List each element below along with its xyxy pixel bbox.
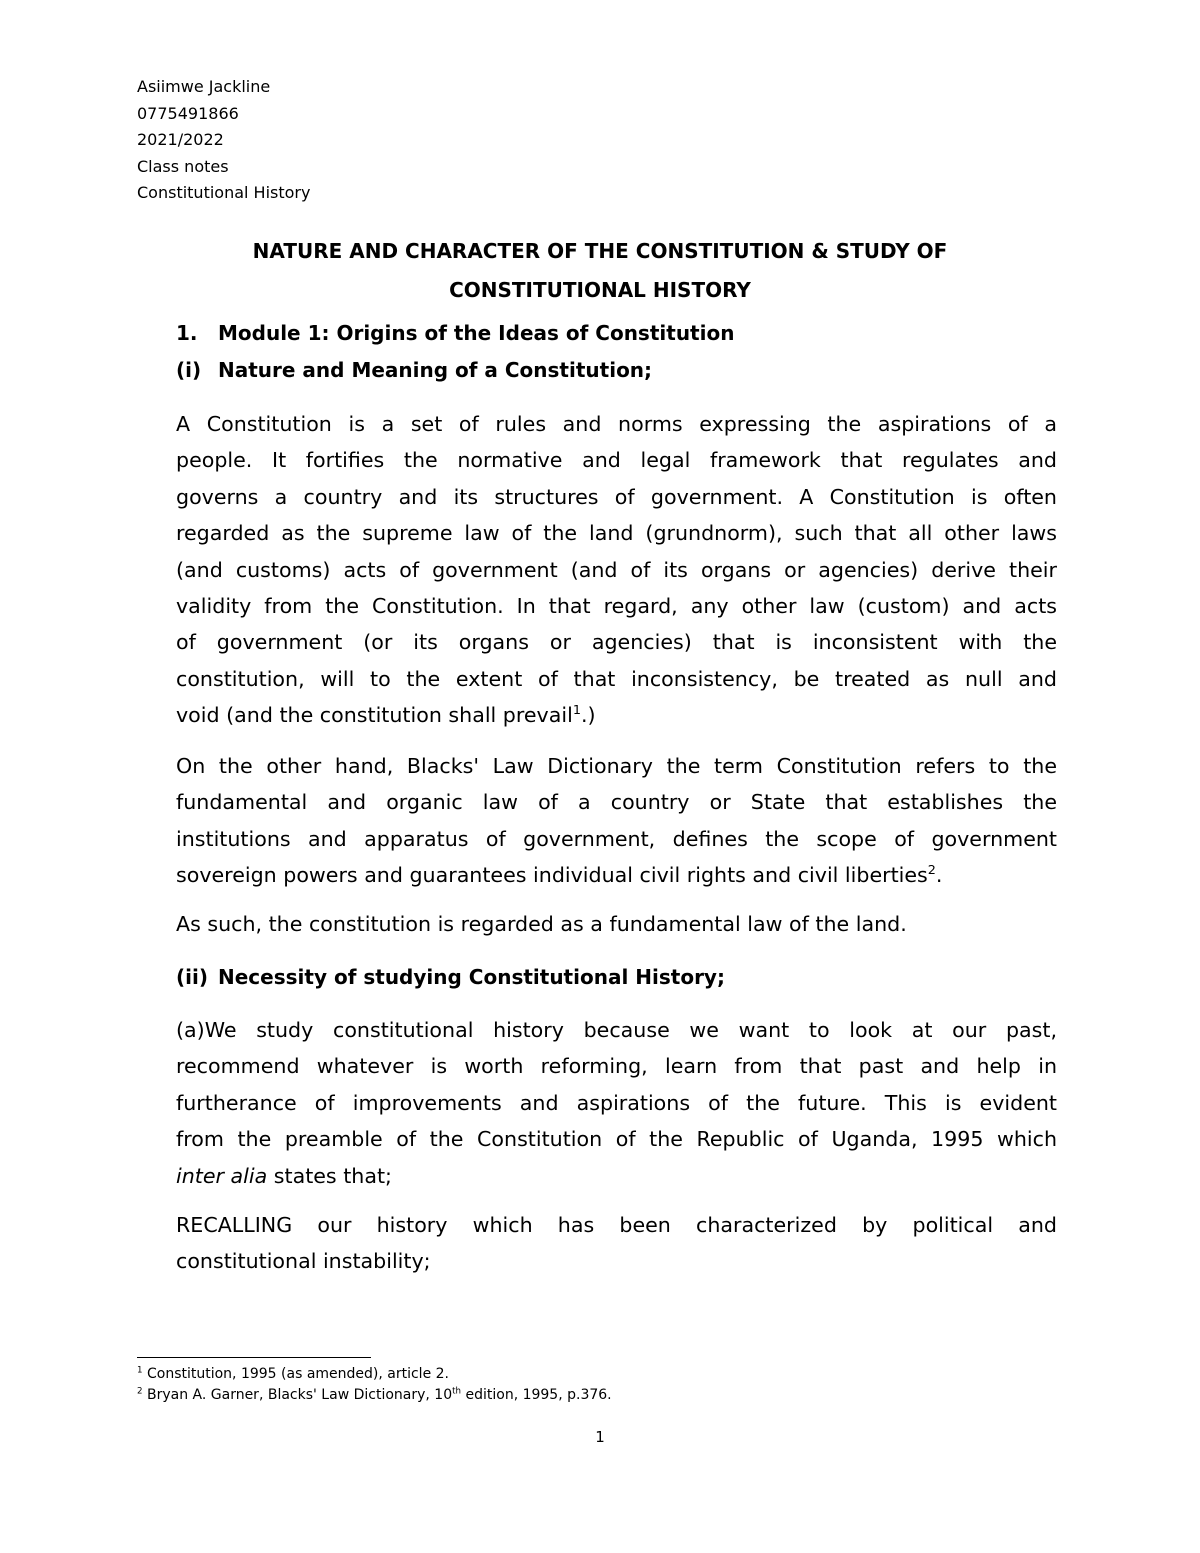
title-line-1: NATURE AND CHARACTER OF THE CONSTITUTION & STUDY OF: [252, 239, 948, 263]
paragraph-line: RECALLING our history which has been characterized by political and: [176, 1213, 1057, 1237]
footnote-text: Constitution, 1995 (as amended), article 2.: [142, 1366, 449, 1382]
paragraph-line: furtherance of improvements and aspirations of the future. This is evident: [176, 1090, 1057, 1115]
academic-year: 2021/2022: [137, 130, 224, 149]
section-2-label: Necessity of studying Constitutional History;: [218, 965, 725, 989]
paragraph-last-line: [176, 857, 1057, 893]
module-heading: [176, 321, 734, 345]
author-name: Asiimwe Jackline: [137, 77, 271, 96]
footnote-1: [137, 1365, 449, 1383]
paragraph-line: (a)We study constitutional history because we want to look at our past,: [176, 1018, 1057, 1042]
paragraph-text: .: [935, 863, 943, 888]
paragraph-last-line: [176, 1158, 1057, 1194]
paragraph-text: states that;: [267, 1163, 392, 1188]
paragraph-last-line: [176, 697, 1057, 733]
paragraph-5: [176, 1207, 1057, 1280]
page-number: 1: [595, 1428, 605, 1446]
footnote-mark-2: 2: [137, 1386, 143, 1397]
document-header: [137, 74, 310, 207]
paragraph-line: from the preamble of the Constitution of the Republic of Uganda, 1995 which: [176, 1127, 1057, 1152]
author-phone: 0775491866: [137, 103, 239, 123]
section-1-number: (i): [176, 358, 202, 382]
paragraph-line: governs a country and its structures of government. A Constitution is often: [176, 484, 1057, 509]
footnote-text: edition, 1995, p.376.: [461, 1387, 612, 1403]
paragraph-3: [176, 906, 1057, 942]
paragraph-text: void (and the constitution shall prevail: [176, 703, 573, 728]
footnote-ref-2[interactable]: 2: [927, 863, 936, 879]
footnote-2: [137, 1386, 612, 1404]
paragraph-line: validity from the Constitution. In that regard, any other law (custom) and acts: [176, 594, 1057, 619]
paragraph-4: [176, 1012, 1057, 1194]
paragraph-text: sovereign powers and guarantees individual civil rights and civil liberties: [176, 863, 928, 888]
paragraph-line: recommend whatever is worth reforming, learn from that past and help in: [176, 1054, 1057, 1079]
section-heading-2: [176, 965, 725, 989]
footnote-text: Bryan A. Garner, Blacks' Law Dictionary, 10: [142, 1387, 453, 1403]
paragraph-line: institutions and apparatus of government, defines the scope of government: [176, 826, 1057, 851]
paragraph-line: A Constitution is a set of rules and norms expressing the aspirations of a: [176, 412, 1057, 436]
paragraph-2: [176, 748, 1057, 894]
paragraph-line: constitutional instability;: [176, 1249, 431, 1274]
ordinal-suffix: th: [452, 1386, 462, 1397]
paragraph-line: As such, the constitution is regarded as a fundamental law of the land.: [176, 912, 907, 936]
footnote-separator: [137, 1357, 371, 1358]
paragraph-line: constitution, will to the extent of that inconsistency, be treated as null and: [176, 666, 1057, 691]
paragraph-line: On the other hand, Blacks' Law Dictionary the term Constitution refers to the: [176, 754, 1057, 778]
title-line-2: CONSTITUTIONAL HISTORY: [449, 278, 751, 302]
italic-phrase: inter alia: [176, 1163, 268, 1188]
module-label: Module 1: Origins of the Ideas of Constitution: [218, 321, 735, 345]
section-heading-1: [176, 358, 652, 382]
course-name: Constitutional History: [137, 183, 311, 202]
document-title: [170, 232, 1030, 310]
paragraph-text: .): [580, 703, 596, 728]
section-2-number: (ii): [176, 965, 208, 989]
paragraph-1: [176, 406, 1057, 734]
paragraph-line: people. It fortifies the normative and legal framework that regulates and: [176, 448, 1057, 473]
section-1-label: Nature and Meaning of a Constitution;: [218, 358, 653, 382]
paragraph-line: fundamental and organic law of a country or State that establishes the: [176, 790, 1057, 815]
paragraph-line: regarded as the supreme law of the land (grundnorm), such that all other laws: [176, 521, 1057, 546]
footnote-mark-1: 1: [137, 1365, 143, 1376]
footnote-ref-1[interactable]: 1: [572, 703, 581, 719]
paragraph-line: (and customs) acts of government (and of its organs or agencies) derive their: [176, 557, 1057, 582]
paragraph-line: of government (or its organs or agencies) that is inconsistent with the: [176, 630, 1057, 655]
module-number: 1.: [176, 321, 198, 345]
document-type: Class notes: [137, 156, 229, 176]
